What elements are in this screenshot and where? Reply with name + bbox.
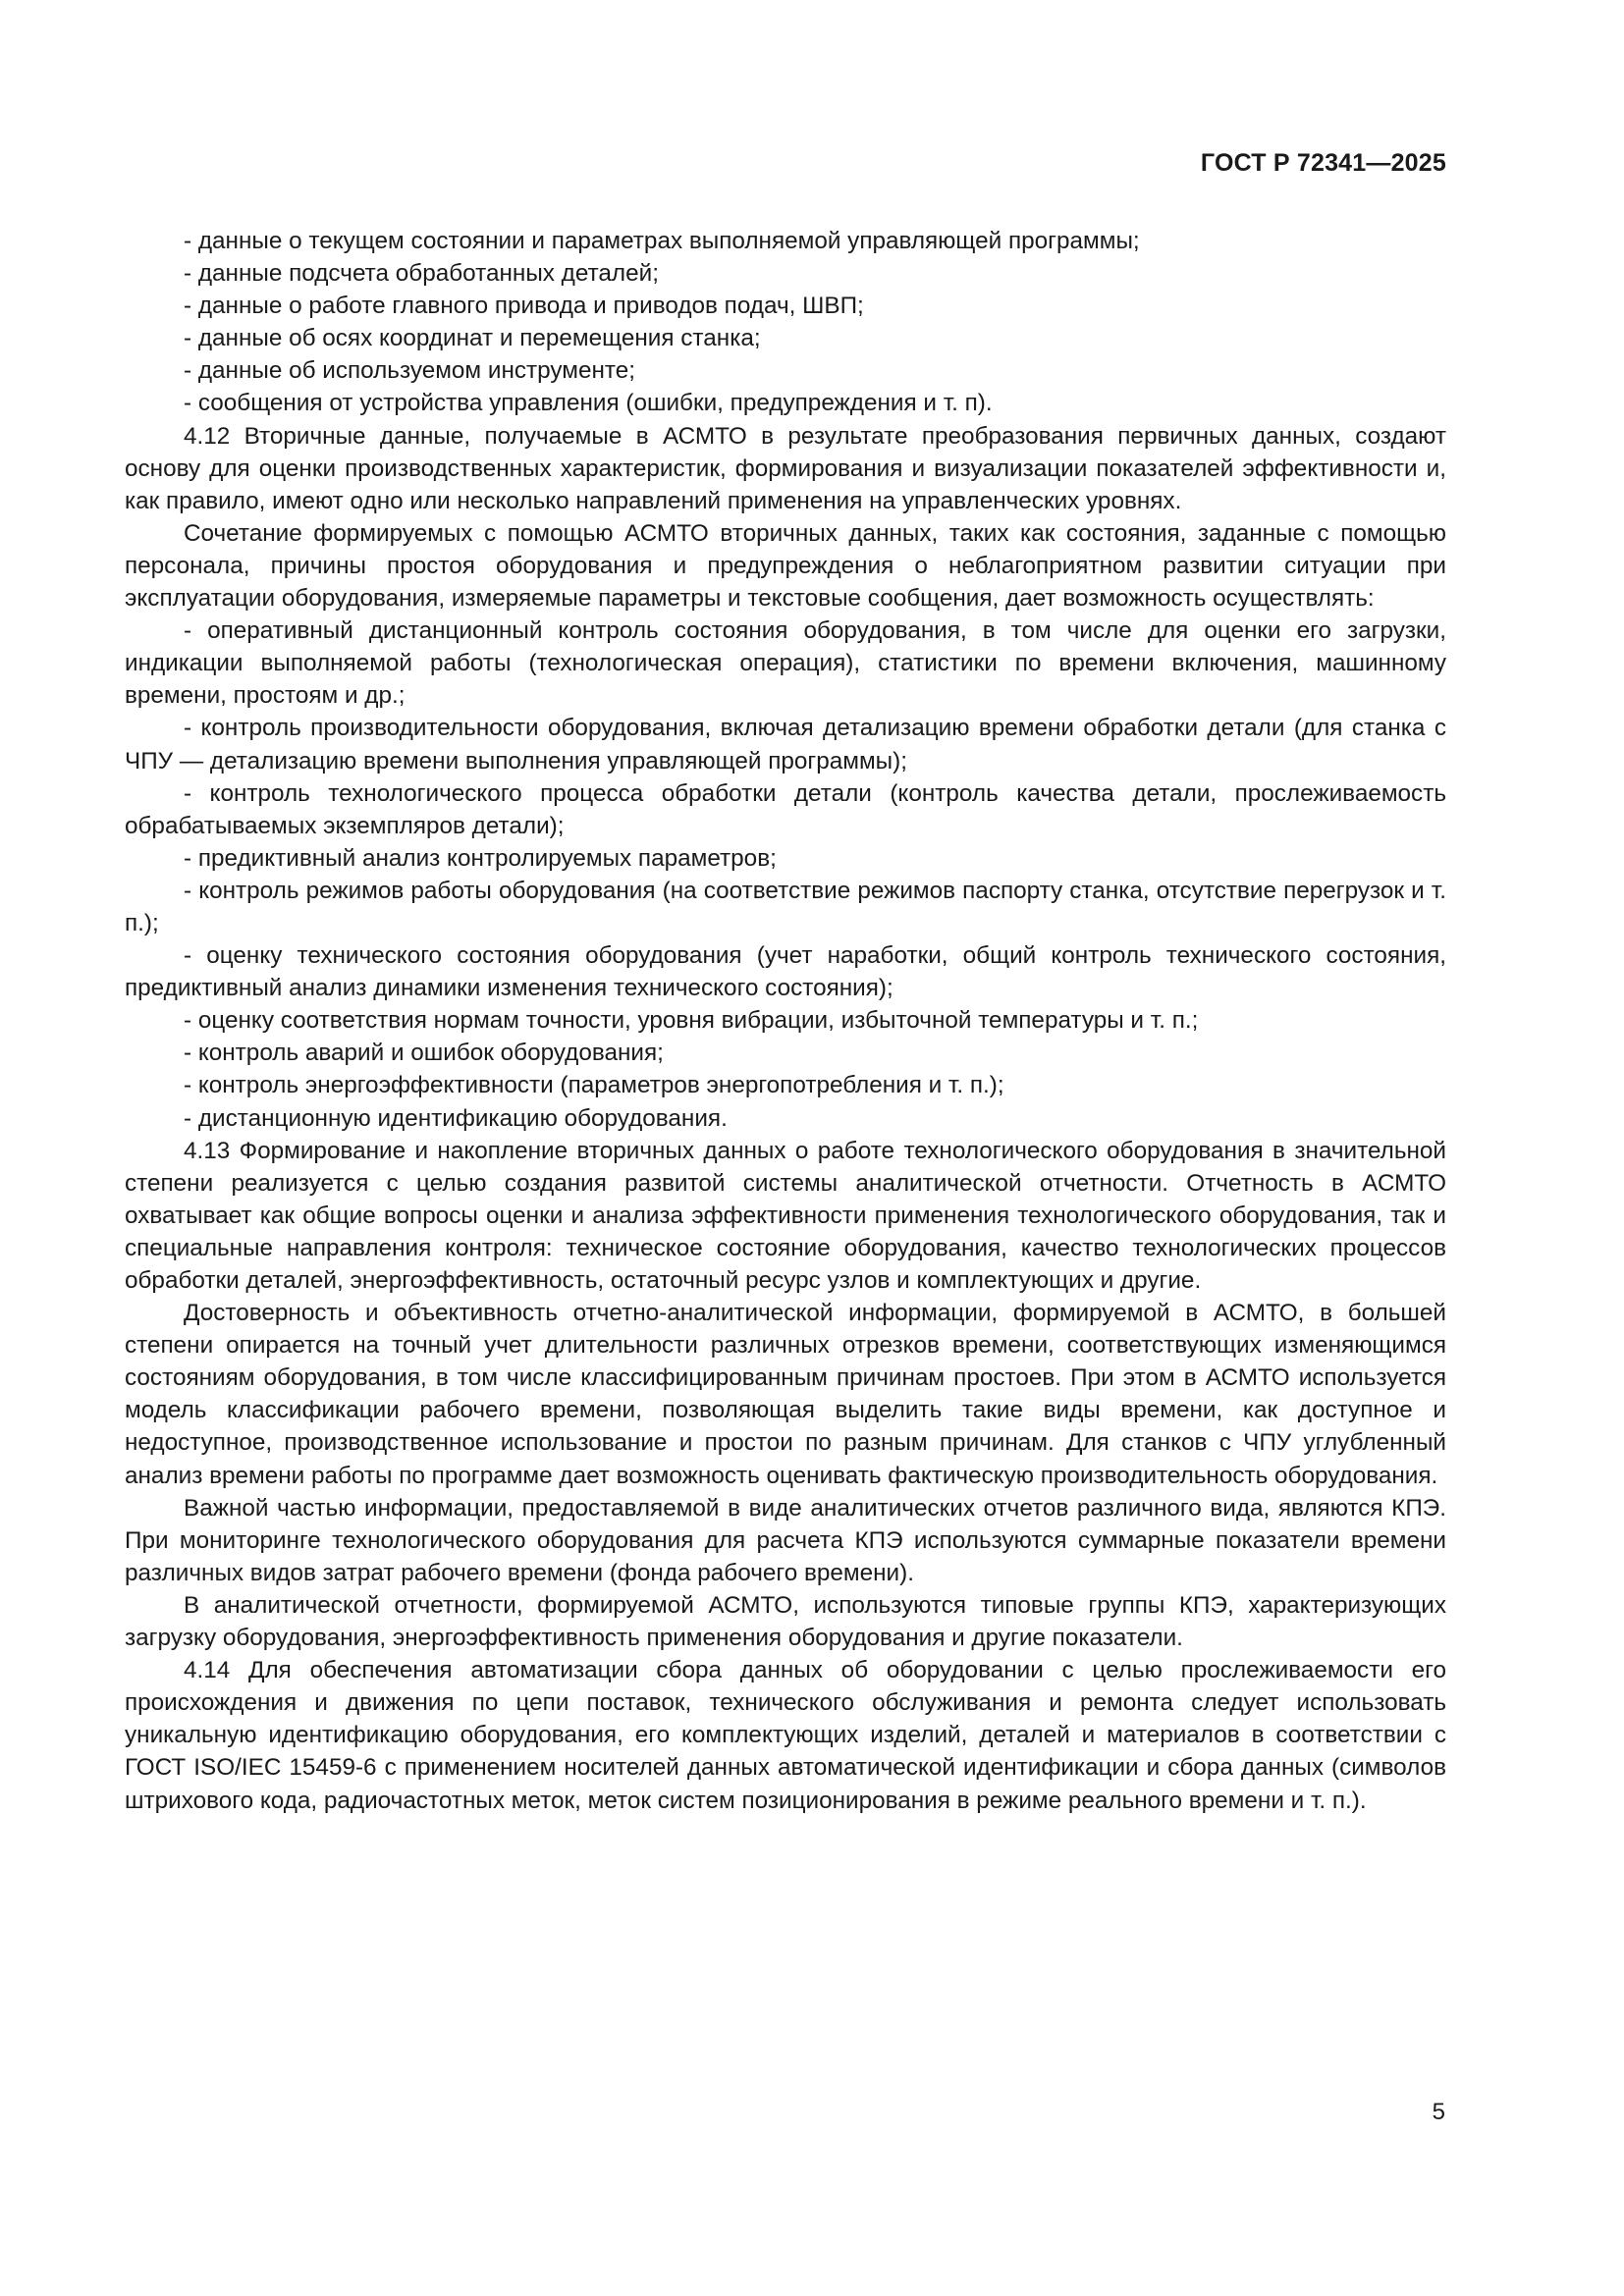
list-item: - оценку технического состояния оборудования (учет наработки, общий контроль технического состояния, предиктивный анализ динамики изменения технического состояния); — [125, 942, 1446, 1002]
paragraph: В аналитической отчетности, формируемой АСМТО, используются типовые группы КПЭ, характеризующих загрузку оборудования, энергоэффективность применения оборудования и другие показатели. — [125, 1591, 1446, 1652]
list-item: - контроль аварий и ошибок оборудования; — [184, 1040, 664, 1067]
list-item: - данные о текущем состоянии и параметрах выполняемой управляющей программы; — [184, 228, 1140, 254]
list-item: - сообщения от устройства управления (ошибки, предупреждения и т. п). — [184, 390, 993, 417]
document-designation: ГОСТ Р 72341—2025 — [1200, 149, 1446, 177]
list-item: - данные об используемом инструменте; — [184, 357, 636, 385]
clause-4-13: 4.13 Формирование и накопление вторичных данных о работе технологического оборудования в значительной степени реализуется с целью создания развитой системы аналитической отчетности. Отчетность в АСМТО охватывает как общие вопросы оценки и анализа эффективности применения технологического оборудования, так и специальные направления контроля: техническое состояние оборудования, качество технологических процессов обработки деталей, энергоэффективность, остаточный ресурс узлов и комплектующих и другие. — [125, 1137, 1446, 1294]
list-item: - оперативный дистанционный контроль состояния оборудования, в том числе для оценки его загрузки, индикации выполняемой работы (технологическая операция), статистики по времени включения, машинному времени, простоям и др.; — [125, 617, 1446, 710]
list-item: - контроль технологического процесса обработки детали (контроль качества детали, прослеживаемость обрабатываемых экземпляров детали); — [125, 779, 1446, 839]
clause-4-14: 4.14 Для обеспечения автоматизации сбора данных об оборудовании с целью прослеживаемости его происхождения и движения по цепи поставок, технического обслуживания и ремонта следует использовать уникальную идентификацию оборудования, его комплектующих изделий, деталей и материалов в соответствии с ГОСТ ISO/IEC 15459-6 с применением носителей данных автоматической идентификации и сбора данных (символов штрихового кода, радиочастотных меток, меток систем позиционирования в режиме реального времени и т. п.). — [125, 1657, 1446, 1814]
paragraph: Сочетание формируемых с помощью АСМТО вторичных данных, таких как состояния, заданные с помощью персонала, причины простоя оборудования и предупреждения о неблагоприятном развитии ситуации при эксплуатации оборудования, измеряемые параметры и текстовые сообщения, дает возможность осуществлять: — [125, 519, 1446, 613]
clause-4-12: 4.12 Вторичные данные, получаемые в АСМТО в результате преобразования первичных данных, создают основу для оценки производственных характеристик, формирования и визуализации показателей эффективности и, как правило, имеют одно или несколько направлений применения на управленческих уровнях. — [125, 422, 1446, 514]
list-item: - дистанционную идентификацию оборудования. — [184, 1104, 728, 1132]
list-item: - контроль энергоэффективности (параметров энергопотребления и т. п.); — [184, 1072, 1004, 1099]
document-body — [125, 225, 1446, 1817]
list-item: - предиктивный анализ контролируемых параметров; — [184, 844, 777, 872]
list-item: - контроль производительности оборудования, включая детализацию времени обработки детали (для станка с ЧПУ — детализацию времени выполнения управляющей программы); — [125, 715, 1446, 774]
paragraph: Достоверность и объективность отчетно-аналитической информации, формируемой в АСМТО, в большей степени опирается на точный учет длительности различных отрезков времени, соответствующих изменяющимся состояниям оборудования, в том числе классифицированным причинам простоев. При этом в АСМТО используется модель классификации рабочего времени, позволяющая выделить такие виды времени, как доступное и недоступное, производственное использование и простои по разным причинам. Для станков с ЧПУ углубленный анализ времени работы по программе дает возможность оценивать фактическую производительность оборудования. — [125, 1300, 1446, 1489]
list-item: - данные об осях координат и перемещения станка; — [184, 325, 761, 352]
paragraph: Важной частью информации, предоставляемой в виде аналитических отчетов различного вида, являются КПЭ. При мониторинге технологического оборудования для расчета КПЭ используются суммарные показатели времени различных видов затрат рабочего времени (фонда рабочего времени). — [125, 1494, 1446, 1586]
page-number: 5 — [1432, 2099, 1445, 2125]
list-item: - данные о работе главного привода и приводов подач, ШВП; — [184, 293, 864, 320]
list-item: - оценку соответствия нормам точности, уровня вибрации, избыточной температуры и т. п.; — [184, 1007, 1199, 1035]
list-item: - данные подсчета обработанных деталей; — [184, 260, 659, 288]
list-item: - контроль режимов работы оборудования (на соответствие режимов паспорту станка, отсутствие перегрузок и т. п.); — [125, 877, 1446, 936]
